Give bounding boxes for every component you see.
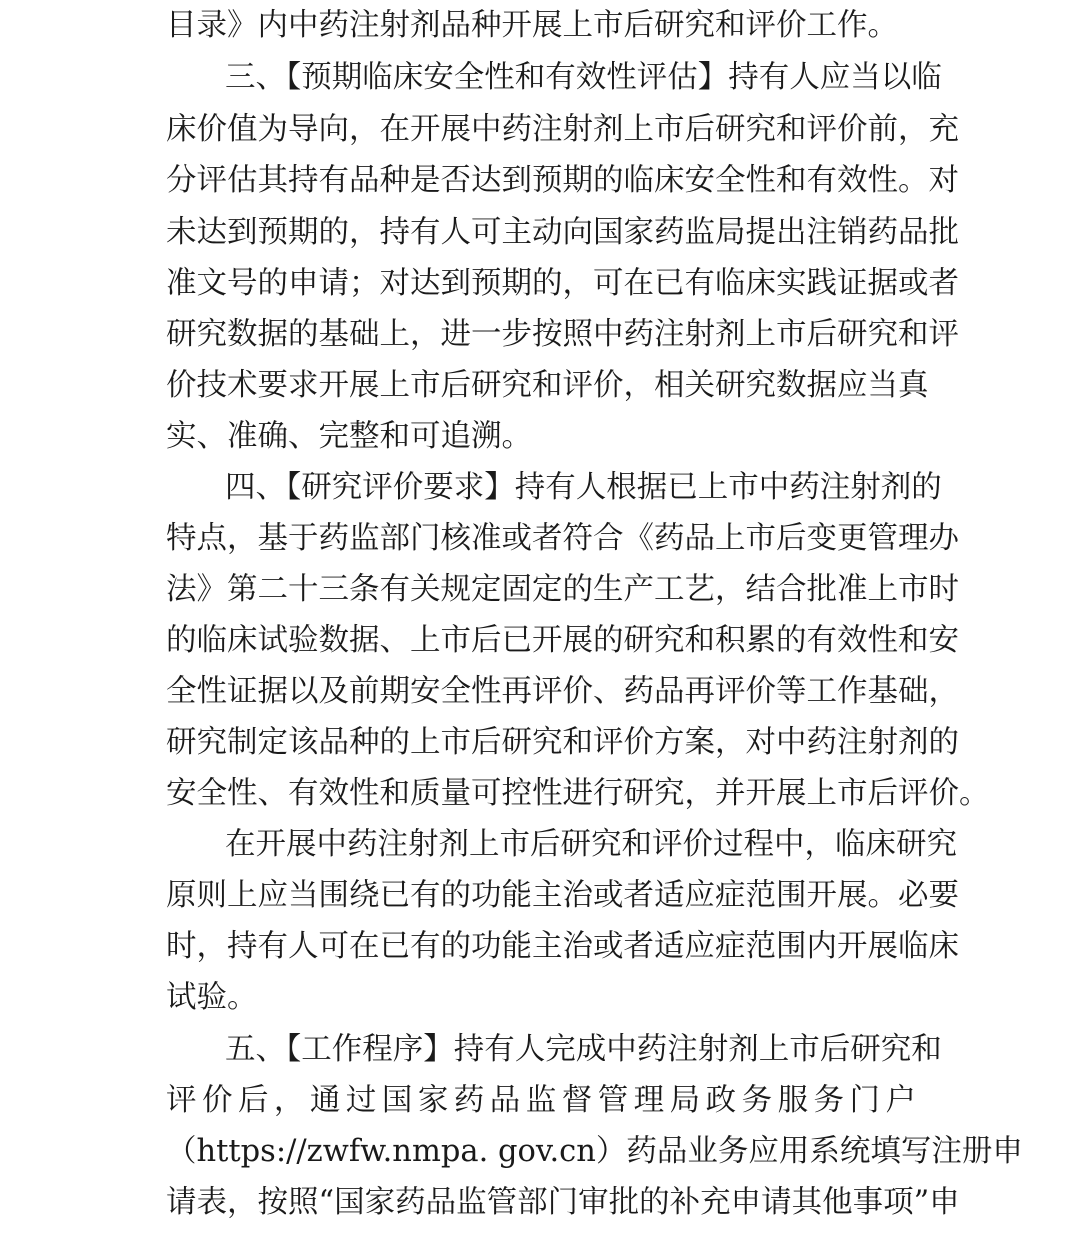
text-line: 实、准确、完整和可追溯。: [166, 419, 532, 454]
text-line: 全性证据以及前期安全性再评价、药品再评价等工作基础，: [166, 674, 959, 709]
text-line: 时，持有人可在已有的功能主治或者适应症范围内开展临床: [166, 929, 959, 964]
text-line: 准文号的申请；对达到预期的，可在已有临床实践证据或者: [166, 266, 959, 301]
section-five-heading-line: 五、【工作程序】持有人完成中药注射剂上市后研究和: [225, 1032, 942, 1067]
text-line: 特点，基于药监部门核准或者符合《药品上市后变更管理办: [166, 521, 959, 556]
section-three-heading-line: 三、【预期临床安全性和有效性评估】持有人应当以临: [225, 60, 942, 95]
text-line: 研究制定该品种的上市后研究和评价方案，对中药注射剂的: [166, 725, 959, 760]
text-line: 床价值为导向，在开展中药注射剂上市后研究和评价前，充: [166, 112, 959, 147]
text-line: 安全性、有效性和质量可控性进行研究，并开展上市后评价。: [166, 776, 990, 811]
text-line: 的临床试验数据、上市后已开展的研究和积累的有效性和安: [166, 623, 959, 658]
paragraph-start-line: 在开展中药注射剂上市后研究和评价过程中，临床研究: [225, 827, 957, 862]
text-line: 研究数据的基础上，进一步按照中药注射剂上市后研究和评: [166, 317, 959, 352]
text-line: 未达到预期的，持有人可主动向国家药监局提出注销药品批: [166, 215, 959, 250]
text-line: 目录》内中药注射剂品种开展上市后研究和评价工作。: [166, 8, 898, 43]
url-text-line: （https://zwfw.nmpa. gov.cn）药品业务应用系统填写注册申: [166, 1134, 1023, 1169]
text-line: 请表，按照“国家药品监管部门审批的补充申请其他事项”申: [166, 1185, 960, 1220]
text-line: 价技术要求开展上市后研究和评价，相关研究数据应当真: [166, 368, 929, 403]
text-line: 原则上应当围绕已有的功能主治或者适应症范围开展。必要: [166, 878, 959, 913]
text-line: 分评估其持有品种是否达到预期的临床安全性和有效性。对: [166, 163, 959, 198]
text-line: 评价后，通过国家药品监督管理局政务服务门户: [166, 1083, 916, 1118]
section-four-heading-line: 四、【研究评价要求】持有人根据已上市中药注射剂的: [225, 470, 942, 505]
text-line: 法》第二十三条有关规定固定的生产工艺，结合批准上市时: [166, 572, 959, 607]
text-line: 试验。: [166, 980, 258, 1015]
